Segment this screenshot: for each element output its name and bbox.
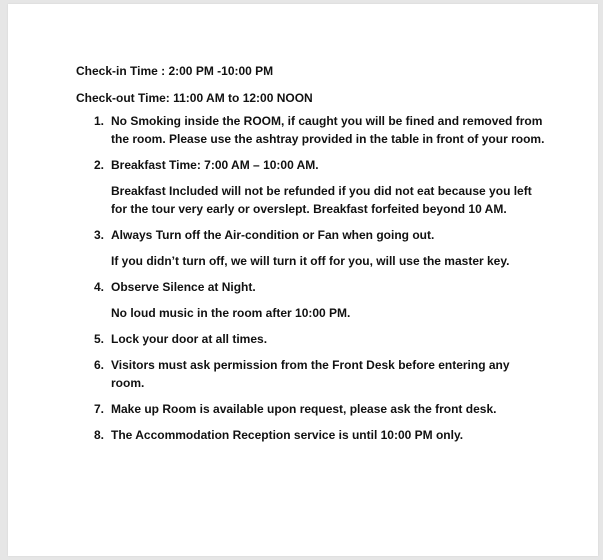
rule-item xyxy=(76,156,546,218)
rule-item xyxy=(76,330,546,348)
rule-text: Observe Silence at Night. xyxy=(111,280,256,294)
rule-item xyxy=(76,226,546,270)
rule-text: Make up Room is available upon request, please ask the front desk. xyxy=(111,402,497,416)
rule-subtext: Breakfast Included will not be refunded if you did not eat because you left for the tour very early or overslept. Breakfast forfeited beyond 10 AM. xyxy=(111,184,532,216)
rule-item xyxy=(76,112,546,148)
rule-number: 4. xyxy=(94,280,105,294)
rule-number: 1. xyxy=(94,114,105,128)
rule-text: The Accommodation Reception service is until 10:00 PM only. xyxy=(111,428,464,442)
rule-text: Always Turn off the Air-condition or Fan when going out. xyxy=(111,228,435,242)
rule-number: 3. xyxy=(94,228,105,242)
rule-number: 7. xyxy=(94,402,105,416)
rule-number: 2. xyxy=(94,158,105,172)
document-page xyxy=(8,4,598,556)
rule-subtext: No loud music in the room after 10:00 PM. xyxy=(111,306,351,320)
checkin-time: Check-in Time : 2:00 PM -10:00 PM xyxy=(76,64,274,78)
rule-text: Breakfast Time: 7:00 AM – 10:00 AM. xyxy=(111,158,319,172)
rule-number: 5. xyxy=(94,332,105,346)
rule-item xyxy=(76,426,546,444)
checkout-time: Check-out Time: 11:00 AM to 12:00 NOON xyxy=(76,91,313,105)
rule-item xyxy=(76,356,546,392)
rule-text: No Smoking inside the ROOM, if caught you will be fined and removed from the room. Please use the ashtray provided in the table in front of your room. xyxy=(111,114,545,146)
rule-text: Visitors must ask permission from the Front Desk before entering any room. xyxy=(111,358,510,390)
rule-item xyxy=(76,278,546,322)
rule-subtext: If you didn’t turn off, we will turn it off for you, will use the master key. xyxy=(111,254,510,268)
rule-item xyxy=(76,400,546,418)
rule-text: Lock your door at all times. xyxy=(111,332,268,346)
rules-list xyxy=(76,112,546,444)
document-content xyxy=(76,62,546,452)
rule-number: 6. xyxy=(94,358,105,372)
rule-number: 8. xyxy=(94,428,105,442)
